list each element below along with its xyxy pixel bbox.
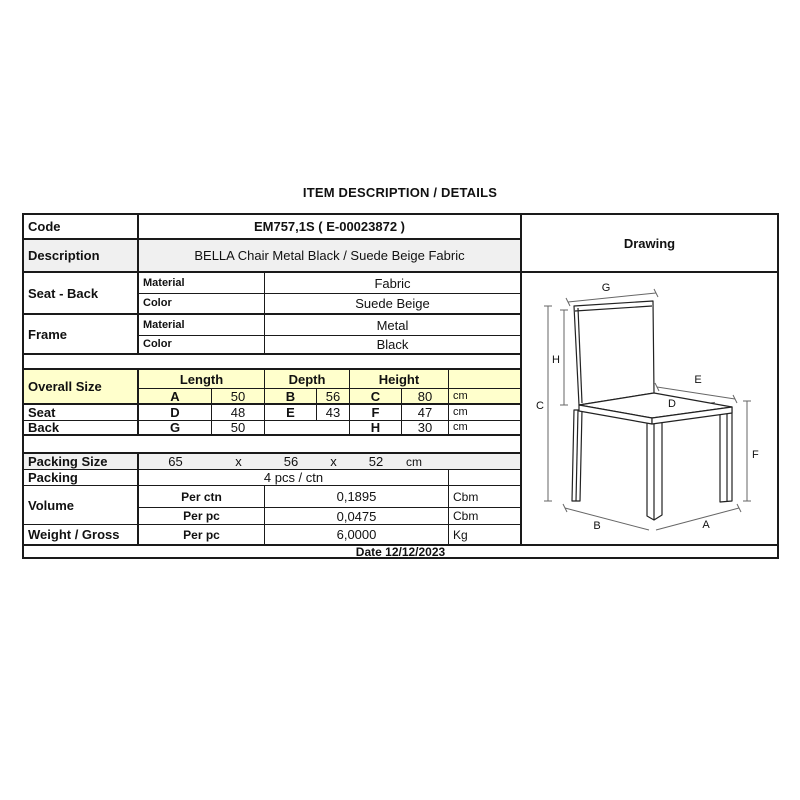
overall-height-value: 80 xyxy=(402,389,449,405)
dim-label-d: D xyxy=(668,398,676,410)
packing-size-v2: 56 xyxy=(283,454,299,469)
volume-per-ctn-unit: Cbm xyxy=(449,486,520,508)
volume-per-pc-unit: Cbm xyxy=(449,508,520,525)
packing-unit-empty xyxy=(449,470,520,486)
dim-label-a: A xyxy=(702,519,710,531)
seat-depth-value: 43 xyxy=(317,405,350,421)
back-height-value: 30 xyxy=(402,421,449,436)
frame-color-key: Color xyxy=(139,336,265,355)
code-label: Code xyxy=(24,215,139,240)
volume-per-pc-value: 0,0475 xyxy=(265,508,449,525)
packing-label: Packing xyxy=(24,470,139,486)
header-height: Height xyxy=(350,370,449,389)
seat-length-value: 48 xyxy=(212,405,265,421)
description-label: Description xyxy=(24,240,139,273)
dim-label-h: H xyxy=(552,354,560,366)
volume-per-pc-key: Per pc xyxy=(139,508,265,525)
packing-size-values xyxy=(139,454,520,470)
packing-value: 4 pcs / ctn xyxy=(139,470,449,486)
volume-per-ctn-value: 0,1895 xyxy=(265,486,449,508)
back-unit: cm xyxy=(449,421,520,436)
packing-size-label: Packing Size xyxy=(24,454,139,470)
dim-label-b: B xyxy=(593,520,601,532)
spacer-row xyxy=(24,436,520,454)
seat-height-key: F xyxy=(350,405,402,421)
back-length-value: 50 xyxy=(212,421,265,436)
packing-size-sep2: x xyxy=(330,454,337,469)
seat-height-value: 47 xyxy=(402,405,449,421)
seat-depth-key: E xyxy=(265,405,317,421)
seat-label: Seat xyxy=(24,405,139,421)
volume-per-ctn-key: Per ctn xyxy=(139,486,265,508)
seat-length-key: D xyxy=(139,405,212,421)
frame-label: Frame xyxy=(24,315,139,355)
spacer-row xyxy=(24,355,520,370)
packing-size-v1: 65 xyxy=(168,454,183,469)
packing-size-unit: cm xyxy=(406,454,422,469)
back-label: Back xyxy=(24,421,139,436)
frame-color-value: Black xyxy=(265,336,520,355)
header-unit-empty xyxy=(449,370,520,389)
chair-drawing xyxy=(522,273,777,544)
frame-material-key: Material xyxy=(139,315,265,336)
description-value: BELLA Chair Metal Black / Suede Beige Fabric xyxy=(139,240,520,273)
overall-height-key: C xyxy=(350,389,402,405)
back-length-key: G xyxy=(139,421,212,436)
overall-length-key: A xyxy=(139,389,212,405)
dim-label-e: E xyxy=(694,374,702,386)
weight-per-pc-key: Per pc xyxy=(139,525,265,544)
volume-label: Volume xyxy=(24,486,139,525)
weight-label: Weight / Gross xyxy=(24,525,139,544)
overall-length-value: 50 xyxy=(212,389,265,405)
header-depth: Depth xyxy=(265,370,350,389)
back-height-key: H xyxy=(350,421,402,436)
code-value: EM757,1S ( E-00023872 ) xyxy=(139,215,520,240)
overall-size-label: Overall Size xyxy=(24,370,139,405)
seat-back-color-value: Suede Beige xyxy=(265,294,520,315)
date-row: Date 12/12/2023 xyxy=(24,544,777,557)
seat-unit: cm xyxy=(449,405,520,421)
overall-depth-value: 56 xyxy=(317,389,350,405)
seat-back-label: Seat - Back xyxy=(24,273,139,315)
spec-table xyxy=(22,213,779,559)
dim-label-f: F xyxy=(752,449,759,461)
packing-size-v3: 52 xyxy=(368,454,384,469)
seat-back-material-key: Material xyxy=(139,273,265,294)
weight-per-pc-unit: Kg xyxy=(453,527,468,542)
seat-back-material-value: Fabric xyxy=(265,273,520,294)
weight-per-pc-value: 6,0000 xyxy=(265,525,449,544)
packing-size-sep1: x xyxy=(235,454,242,469)
back-depth-empty xyxy=(265,421,350,436)
frame-material-value: Metal xyxy=(265,315,520,336)
header-length: Length xyxy=(139,370,265,389)
seat-back-color-key: Color xyxy=(139,294,265,315)
overall-depth-key: B xyxy=(265,389,317,405)
page-title: ITEM DESCRIPTION / DETAILS xyxy=(302,185,498,200)
dim-label-g: G xyxy=(601,282,611,294)
dim-label-c: C xyxy=(536,400,544,412)
overall-unit: cm xyxy=(449,389,520,405)
drawing-header: Drawing xyxy=(520,215,777,273)
